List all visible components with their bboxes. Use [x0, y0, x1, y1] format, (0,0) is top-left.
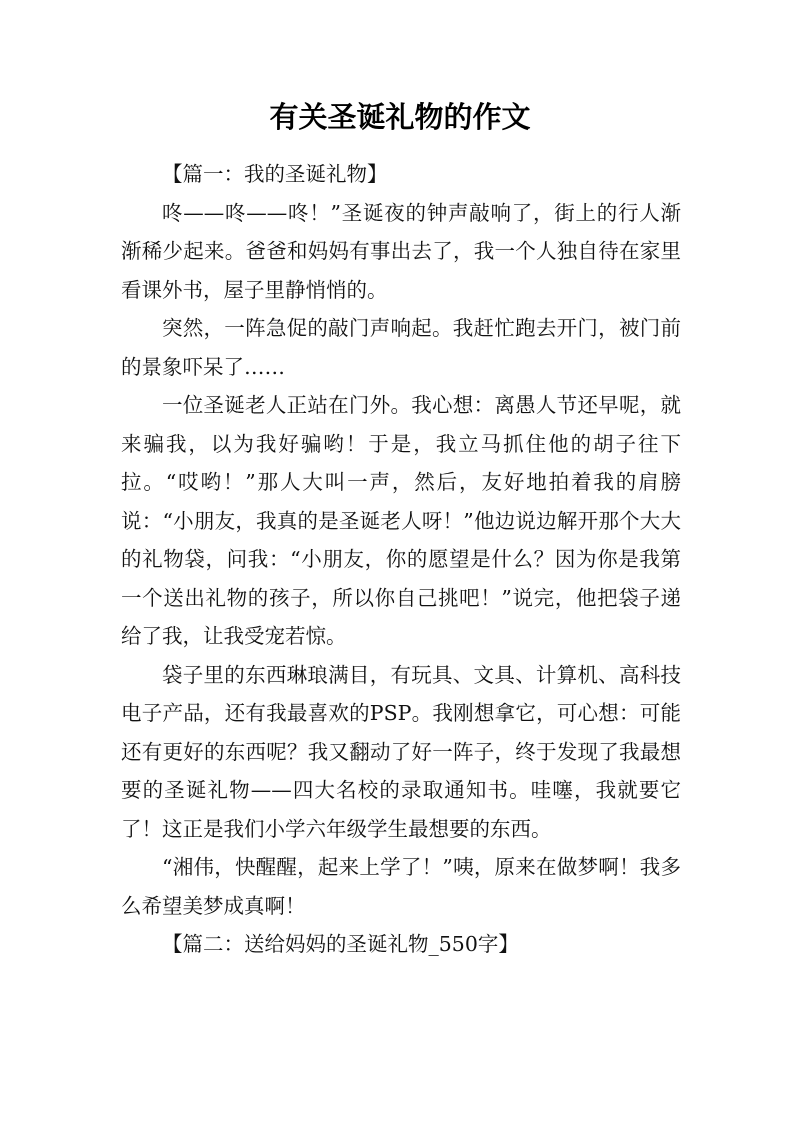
document-title: 有关圣诞礼物的作文	[269, 100, 531, 134]
section-heading-2: 【篇二：送给妈妈的圣诞礼物_550字】	[162, 932, 519, 956]
paragraph-5: “湘伟，快醒醒，起来上学了！”咦，原来在做梦啊！我多么希望美梦成真啊！	[121, 855, 681, 918]
paragraph-3: 一位圣诞老人正站在门外。我心想：离愚人节还早呢，就来骗我，以为我好骗哟！于是，我立马抓住他的胡子往下拉。“哎哟！”那人大叫一声，然后，友好地拍着我的肩膀说：“小朋友，我真的是圣诞老人呀！”他边说边解开那个大大的礼物袋，问我：“小朋友，你的愿望是什么？因为你是我第一个送出礼物的孩子，所以你自己挑吧！”说完，他把袋子递给了我，让我受宠若惊。	[121, 393, 681, 648]
document-body	[121, 155, 681, 964]
paragraph-1: 咚——咚——咚！”圣诞夜的钟声敲响了，街上的行人渐渐稀少起来。爸爸和妈妈有事出去了，我一个人独自待在家里看课外书，屋子里静悄悄的。	[121, 200, 681, 302]
paragraph-4: 袋子里的东西琳琅满目，有玩具、文具、计算机、高科技电子产品，还有我最喜欢的PSP。我刚想拿它，可心想：可能还有更好的东西呢？我又翻动了好一阵子，终于发现了我最想要的圣诞礼物——四大名校的录取通知书。哇噻，我就要它了！这正是我们小学六年级学生最想要的东西。	[121, 662, 681, 841]
paragraph-2: 突然，一阵急促的敲门声响起。我赶忙跑去开门，被门前的景象吓呆了……	[121, 316, 681, 379]
section-heading-1: 【篇一：我的圣诞礼物】	[162, 162, 388, 186]
